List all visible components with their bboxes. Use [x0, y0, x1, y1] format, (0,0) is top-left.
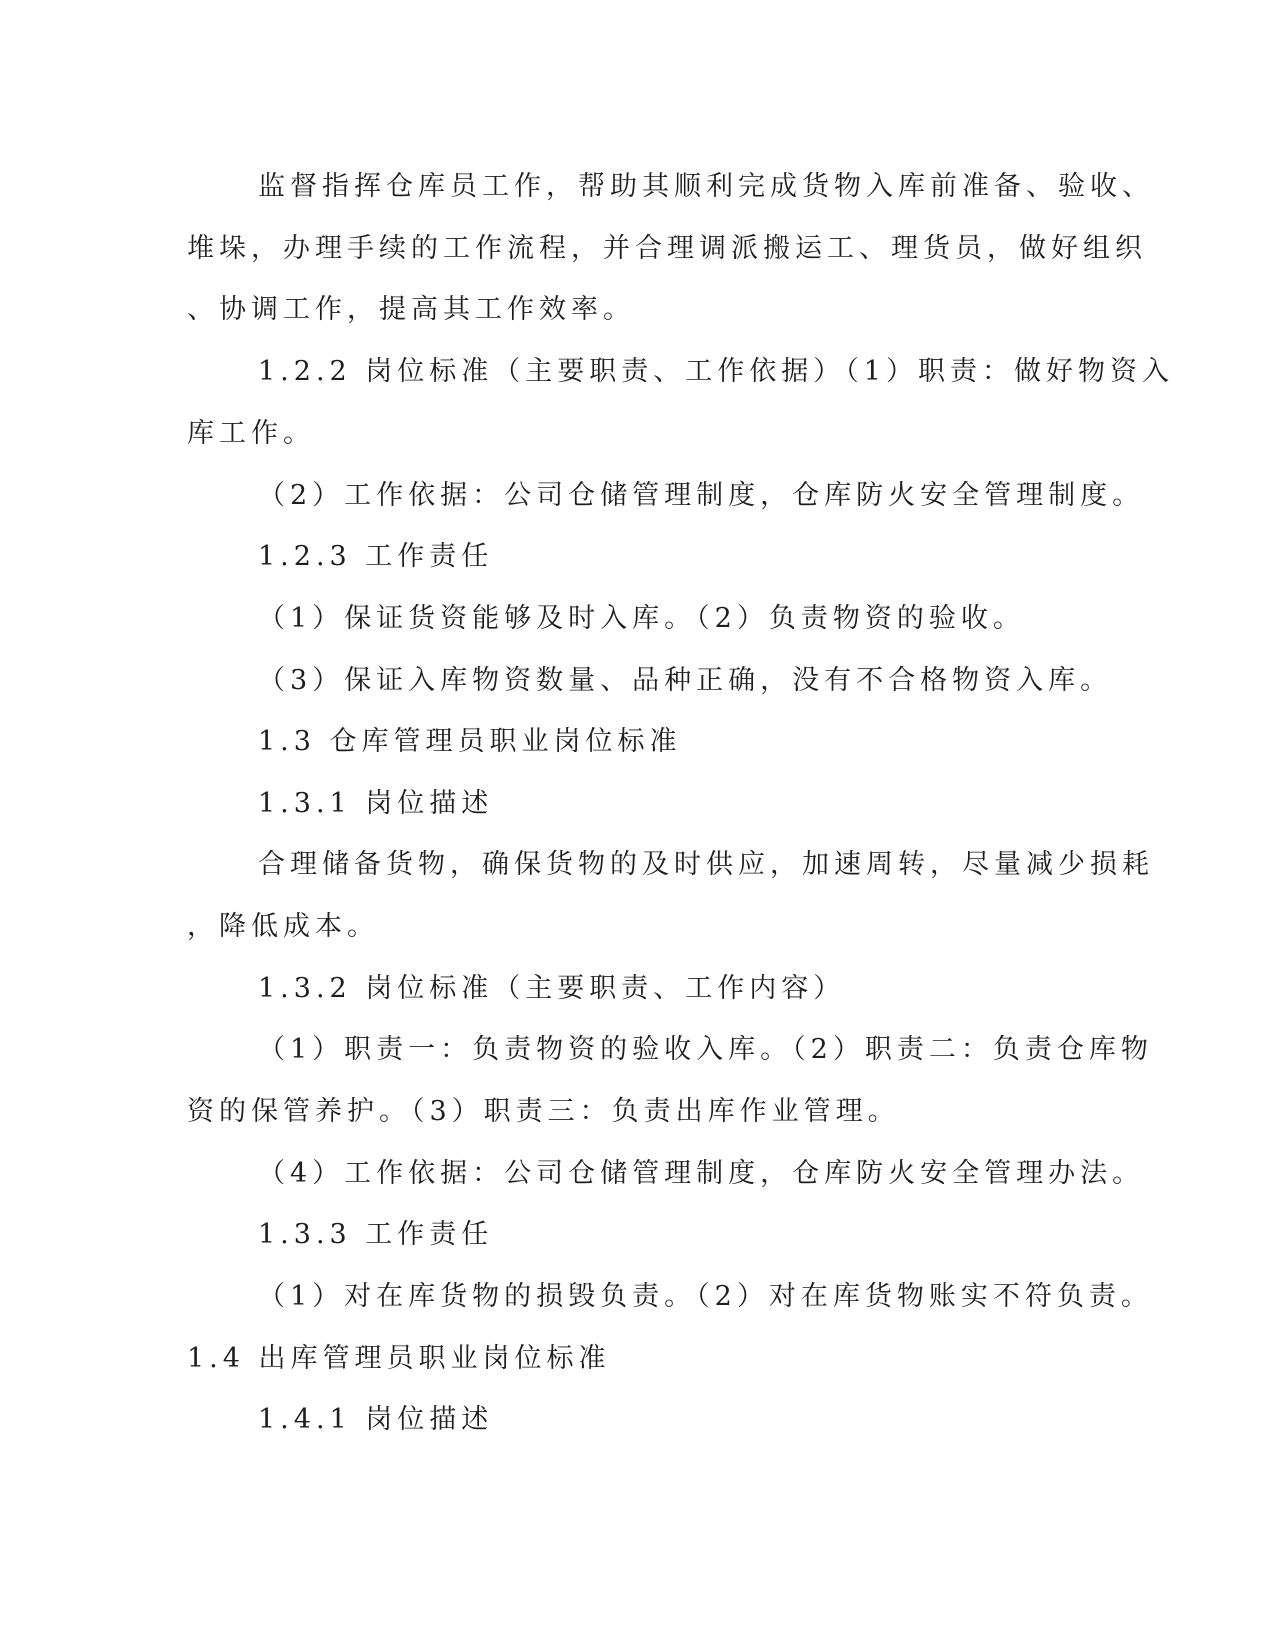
paragraph-line: 合理储备货物，确保货物的及时供应，加速周转，尽量减少损耗	[258, 849, 1154, 880]
section-heading: 1.3.2 岗位标准（主要职责、工作内容）	[258, 973, 846, 1004]
section-heading: 1.3.3 工作责任	[258, 1219, 494, 1250]
section-heading: 1.4 出库管理员职业岗位标准	[187, 1343, 611, 1374]
paragraph-line: 资的保管养护。（3）职责三：负责出库作业管理。	[187, 1096, 900, 1127]
paragraph-line: （2）工作依据：公司仓储管理制度，仓库防火安全管理制度。	[258, 480, 1145, 511]
section-heading: 1.4.1 岗位描述	[258, 1404, 494, 1435]
paragraph-line: （1）职责一：负责物资的验收入库。（2）职责二：负责仓库物	[258, 1034, 1153, 1065]
section-heading: 1.3.1 岗位描述	[258, 788, 494, 819]
paragraph-line: ，降低成本。	[187, 911, 379, 942]
paragraph-line: （1）保证货资能够及时入库。（2）负责物资的验收。	[258, 603, 1025, 634]
section-heading-line: 1.2.2 岗位标准（主要职责、工作依据）（1）职责：做好物资入	[258, 356, 1174, 387]
paragraph-line: （4）工作依据：公司仓储管理制度，仓库防火安全管理办法。	[258, 1158, 1145, 1189]
paragraph-line: （1）对在库货物的损毁负责。（2）对在库货物账实不符负责。	[258, 1281, 1153, 1312]
paragraph-line: 库工作。	[187, 418, 315, 449]
paragraph-line: 监督指挥仓库员工作，帮助其顺利完成货物入库前准备、验收、	[258, 171, 1154, 202]
section-heading: 1.2.3 工作责任	[258, 541, 494, 572]
paragraph-line: （3）保证入库物资数量、品种正确，没有不合格物资入库。	[258, 665, 1113, 696]
paragraph-line: 、协调工作，提高其工作效率。	[187, 294, 635, 325]
section-heading: 1.3 仓库管理员职业岗位标准	[258, 726, 682, 757]
paragraph-line: 堆垛，办理手续的工作流程，并合理调派搬运工、理货员，做好组织	[187, 233, 1147, 264]
